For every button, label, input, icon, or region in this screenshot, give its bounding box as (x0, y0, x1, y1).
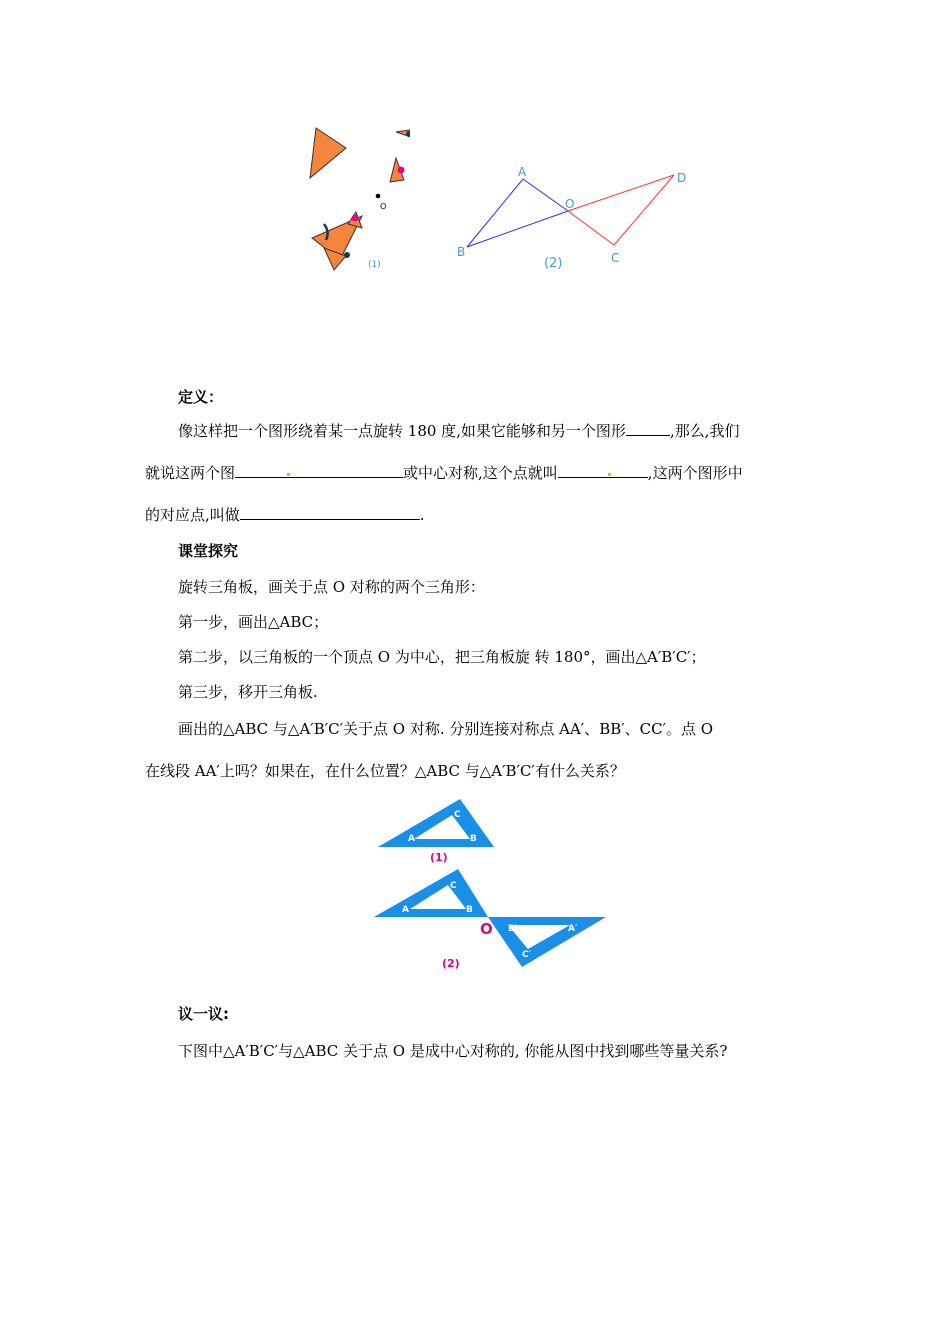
blank-4 (240, 504, 420, 520)
explore-heading: 课堂探究 (178, 542, 239, 560)
svg-text:B: B (470, 834, 477, 844)
discuss-heading: 议一议: (178, 1005, 229, 1023)
definition-heading: 定义： (178, 388, 224, 406)
segment-figure (450, 155, 700, 275)
explore-question-1: 画出的△ABC 与△A′B′C′关于点 O 对称. 分别连接对称点 AA′、BB′、CC′。点 O (178, 720, 714, 738)
svg-text:A: A (408, 834, 415, 844)
definition-line-3: 的对应点,叫做 . (145, 506, 425, 524)
svg-text:B: B (466, 905, 473, 915)
definition-line-2: 就说这两个图 或中心对称,这个点就叫 ,这两个图形中 (145, 464, 743, 482)
svg-text:C: C (454, 810, 461, 820)
svg-text:C: C (450, 881, 457, 891)
fish-lower (312, 212, 362, 270)
explore-question-2: 在线段 AA′上吗？如果在，在什么位置？△ABC 与△A′B′C′有什么关系？ (145, 762, 625, 780)
definition-line-1: 像这样把一个图形绕着某一点旋转 180 度,如果它能够和另一个图形 ,那么,我们 (178, 422, 740, 440)
blank-2 (235, 462, 403, 478)
explore-step-2: 第二步，以三角板的一个顶点 O 为中心，把三角板旋 转 180°，画出△A′B′C′； (178, 648, 706, 666)
blank-1 (626, 420, 670, 436)
blank-3 (558, 462, 648, 478)
svg-text:A′: A′ (568, 924, 578, 934)
label-d: D (677, 171, 687, 185)
explore-intro: 旋转三角板，画关于点 O 对称的两个三角形： (178, 578, 485, 596)
fish-figure (300, 120, 410, 280)
triangle-caption-bottom: (2) (442, 957, 460, 970)
segment-caption: (2) (544, 256, 563, 271)
triangle-figure (370, 795, 610, 975)
label-o: O (565, 197, 575, 211)
svg-text:A: A (402, 905, 409, 915)
label-c: C (611, 251, 620, 265)
svg-text:C′: C′ (522, 950, 531, 960)
triangle-top (378, 799, 494, 864)
fish-upper (310, 128, 410, 182)
explore-step-3: 第三步，移开三角板. (178, 683, 318, 701)
explore-step-1: 第一步，画出△ABC； (178, 613, 329, 631)
center-o: O (480, 920, 493, 938)
label-b: B (457, 245, 466, 259)
center-label: O (380, 202, 387, 211)
svg-text:B′: B′ (508, 924, 518, 934)
fish-caption: (1) (368, 260, 381, 270)
label-a: A (518, 165, 527, 179)
discuss-text: 下图中△A′B′C′与△ABC 关于点 O 是成中心对称的, 你能从图中找到哪些等量关系? (178, 1042, 728, 1060)
triangle-bottom (374, 869, 606, 970)
center-point (376, 194, 381, 199)
triangle-caption-top: (1) (430, 851, 448, 864)
